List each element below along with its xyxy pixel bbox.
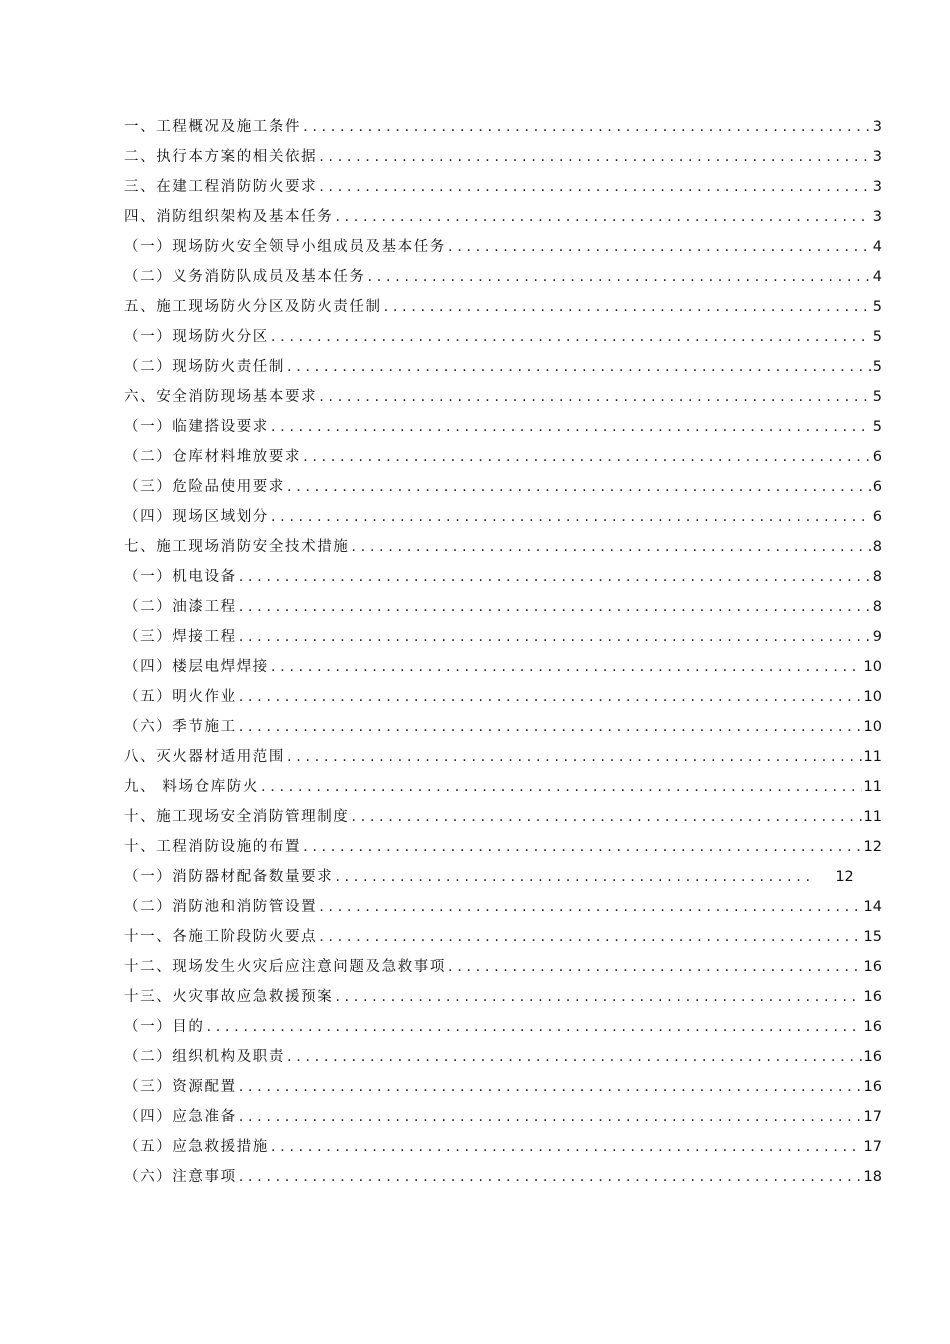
toc-entry-label: （一）目的 — [124, 1019, 205, 1035]
table-of-contents — [124, 112, 882, 1192]
toc-dot-leader — [303, 832, 861, 862]
toc-page-number: 18 — [863, 1169, 882, 1185]
toc-page-number: 6 — [872, 479, 882, 495]
toc-dot-leader — [239, 1072, 862, 1102]
toc-dot-leader — [368, 262, 871, 292]
toc-dot-leader — [271, 502, 871, 532]
toc-entry-label: 十、施工现场安全消防管理制度 — [124, 809, 350, 825]
toc-page-number: 8 — [872, 599, 882, 615]
toc-entry[interactable] — [124, 262, 882, 292]
toc-entry-label: （二）消防池和消防管设置 — [124, 899, 318, 915]
toc-page-number: 5 — [872, 359, 882, 375]
toc-page-number: 5 — [872, 419, 882, 435]
toc-page-number: 10 — [863, 659, 882, 675]
toc-dot-leader — [335, 982, 861, 1012]
toc-page-number: 16 — [863, 1019, 882, 1035]
toc-dot-leader — [239, 712, 862, 742]
toc-entry[interactable] — [124, 1132, 882, 1162]
toc-entry[interactable] — [124, 622, 882, 652]
toc-dot-leader — [319, 382, 871, 412]
toc-entry-label: （一）机电设备 — [124, 569, 237, 585]
toc-dot-leader — [239, 562, 871, 592]
toc-page-number: 11 — [863, 779, 882, 795]
toc-entry-label: 十一、各施工阶段防火要点 — [124, 929, 318, 945]
toc-dot-leader — [271, 1132, 862, 1162]
toc-page-number: 3 — [872, 179, 882, 195]
toc-dot-leader — [319, 142, 871, 172]
toc-dot-leader — [351, 532, 870, 562]
toc-dot-leader — [239, 682, 862, 712]
toc-dot-leader — [287, 1042, 862, 1072]
toc-entry[interactable] — [124, 652, 882, 682]
toc-dot-leader — [335, 862, 815, 892]
toc-dot-leader — [239, 1102, 862, 1132]
toc-page-number: 4 — [872, 239, 882, 255]
toc-entry-label: （一）现场防火安全领导小组成员及基本任务 — [124, 239, 446, 255]
toc-dot-leader — [319, 892, 861, 922]
toc-page-number: 6 — [872, 449, 882, 465]
toc-page-number: 16 — [863, 959, 882, 975]
toc-entry-label: （二）油漆工程 — [124, 599, 237, 615]
toc-entry[interactable] — [124, 562, 882, 592]
toc-page-number: 8 — [872, 539, 882, 555]
toc-entry[interactable] — [124, 172, 882, 202]
toc-dot-leader — [303, 112, 871, 142]
toc-entry[interactable] — [124, 412, 882, 442]
toc-entry[interactable] — [124, 922, 882, 952]
toc-dot-leader — [239, 592, 871, 622]
toc-entry[interactable] — [124, 442, 882, 472]
toc-page-number: 5 — [872, 329, 882, 345]
toc-entry-label: 六、安全消防现场基本要求 — [124, 389, 318, 405]
toc-entry[interactable] — [124, 382, 882, 412]
toc-dot-leader — [319, 172, 871, 202]
toc-entry-label: （四）楼层电焊焊接 — [124, 659, 269, 675]
toc-entry[interactable] — [124, 1102, 882, 1132]
toc-page-number: 16 — [863, 1079, 882, 1095]
toc-entry[interactable] — [124, 742, 882, 772]
toc-dot-leader — [207, 1012, 862, 1042]
toc-entry-label: 十三、火灾事故应急救援预案 — [124, 989, 334, 1005]
toc-page-number: 3 — [872, 209, 882, 225]
toc-page-number: 3 — [872, 149, 882, 165]
toc-dot-leader — [271, 652, 862, 682]
toc-dot-leader — [271, 412, 871, 442]
toc-entry-label: 四、消防组织架构及基本任务 — [124, 209, 334, 225]
toc-entry-label: （三）危险品使用要求 — [124, 479, 285, 495]
toc-entry-label: （六）注意事项 — [124, 1169, 237, 1185]
toc-page-number: 15 — [863, 929, 882, 945]
toc-entry[interactable] — [124, 292, 882, 322]
toc-entry[interactable] — [124, 712, 882, 742]
toc-dot-leader — [384, 292, 871, 322]
toc-entry-label: （五）明火作业 — [124, 689, 237, 705]
toc-entry[interactable] — [124, 1162, 882, 1192]
toc-entry-label: （二）组织机构及职责 — [124, 1049, 285, 1065]
toc-entry-label: （三）焊接工程 — [124, 629, 237, 645]
toc-entry[interactable] — [124, 802, 882, 832]
toc-entry[interactable] — [124, 112, 882, 142]
toc-entry-label: 五、施工现场防火分区及防火责任制 — [124, 299, 382, 315]
toc-page-number: 12 — [863, 839, 882, 855]
toc-entry[interactable] — [124, 202, 882, 232]
toc-dot-leader — [239, 622, 871, 652]
toc-page-number: 6 — [872, 509, 882, 525]
toc-page-number: 16 — [863, 1049, 882, 1065]
toc-entry-label: 十二、现场发生火灾后应注意问题及急救事项 — [124, 959, 446, 975]
toc-dot-leader — [287, 742, 862, 772]
toc-entry[interactable] — [124, 772, 882, 802]
toc-dot-leader — [319, 922, 861, 952]
toc-entry-label: 七、施工现场消防安全技术措施 — [124, 539, 350, 555]
toc-entry[interactable] — [124, 1012, 882, 1042]
toc-entry-label: 八、灭火器材适用范围 — [124, 749, 285, 765]
toc-dot-leader — [335, 202, 870, 232]
toc-entry[interactable] — [124, 832, 882, 862]
toc-entry[interactable] — [124, 352, 882, 382]
toc-entry-label: 九、 料场仓库防火 — [124, 779, 260, 795]
toc-page-number: 16 — [863, 989, 882, 1005]
toc-entry[interactable] — [124, 142, 882, 172]
toc-page-number: 11 — [863, 749, 882, 765]
toc-entry-label: （二）现场防火责任制 — [124, 359, 285, 375]
toc-entry-label: （二）仓库材料堆放要求 — [124, 449, 302, 465]
toc-entry[interactable] — [124, 532, 882, 562]
toc-page-number: 11 — [863, 809, 882, 825]
toc-entry-label: （六）季节施工 — [124, 719, 237, 735]
toc-entry[interactable] — [124, 472, 882, 502]
toc-page-number: 14 — [863, 899, 882, 915]
toc-page-number: 4 — [872, 269, 882, 285]
toc-entry-label: 十、工程消防设施的布置 — [124, 839, 302, 855]
toc-dot-leader — [239, 1162, 862, 1192]
toc-entry-label: （五）应急救援措施 — [124, 1139, 269, 1155]
toc-entry[interactable] — [124, 682, 882, 712]
toc-page-number: 3 — [872, 119, 882, 135]
toc-page-number: 9 — [872, 629, 882, 645]
toc-page-number: 5 — [872, 389, 882, 405]
toc-page-number: 10 — [863, 719, 882, 735]
toc-page-number: 5 — [872, 299, 882, 315]
toc-entry-label: （二）义务消防队成员及基本任务 — [124, 269, 366, 285]
toc-entry[interactable] — [124, 592, 882, 622]
toc-dot-leader — [448, 232, 871, 262]
toc-entry[interactable] — [124, 862, 882, 892]
toc-entry[interactable] — [124, 502, 882, 532]
toc-entry-label: （一）临建搭设要求 — [124, 419, 269, 435]
toc-dot-leader — [287, 472, 871, 502]
toc-entry[interactable] — [124, 952, 882, 982]
toc-page-number: 17 — [863, 1139, 882, 1155]
toc-entry-label: 二、执行本方案的相关依据 — [124, 149, 318, 165]
toc-entry-label: 三、在建工程消防防火要求 — [124, 179, 318, 195]
toc-entry-label: （四）现场区域划分 — [124, 509, 269, 525]
toc-page-number: 12 — [835, 869, 854, 885]
toc-entry-label: 一、工程概况及施工条件 — [124, 119, 302, 135]
toc-entry[interactable] — [124, 892, 882, 922]
toc-dot-leader — [261, 772, 862, 802]
toc-page-number: 17 — [863, 1109, 882, 1125]
toc-page-number: 8 — [872, 569, 882, 585]
toc-page-number: 10 — [863, 689, 882, 705]
toc-dot-leader — [351, 802, 861, 832]
toc-entry-label: （一）现场防火分区 — [124, 329, 269, 345]
toc-entry[interactable] — [124, 1042, 882, 1072]
toc-dot-leader — [303, 442, 871, 472]
toc-entry-label: （三）资源配置 — [124, 1079, 237, 1095]
toc-entry[interactable] — [124, 322, 882, 352]
toc-entry-label: （一）消防器材配备数量要求 — [124, 869, 334, 885]
toc-entry[interactable] — [124, 982, 882, 1012]
toc-entry[interactable] — [124, 1072, 882, 1102]
toc-dot-leader — [287, 352, 871, 382]
toc-entry[interactable] — [124, 232, 882, 262]
toc-dot-leader — [271, 322, 871, 352]
toc-dot-leader — [448, 952, 862, 982]
toc-entry-label: （四）应急准备 — [124, 1109, 237, 1125]
